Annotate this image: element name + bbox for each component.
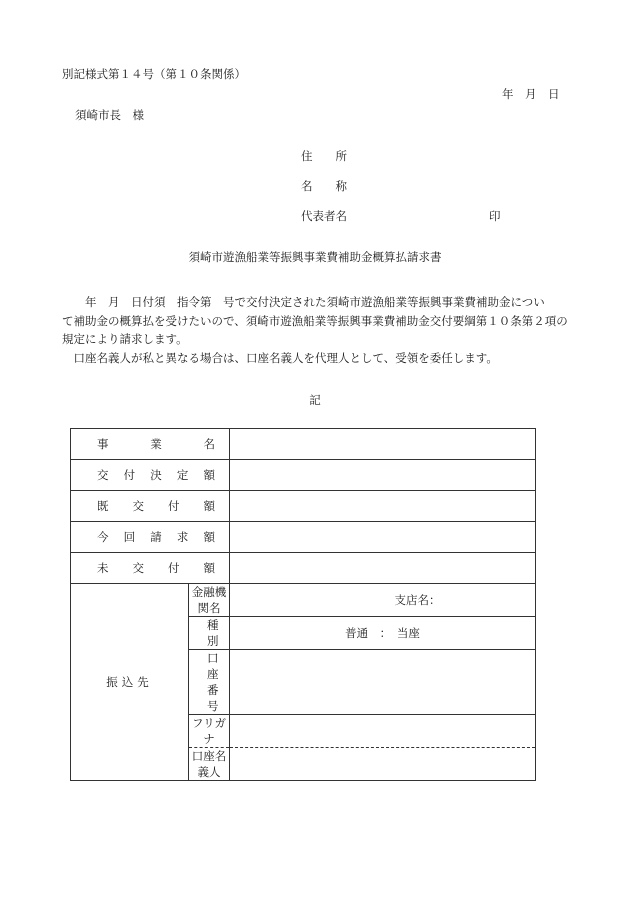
account-holder-label: 口座名義人 [189, 748, 230, 781]
row-project-name [71, 429, 536, 460]
current-request-field[interactable] [230, 522, 536, 553]
row-already-granted [71, 491, 536, 522]
representative-label: 代表者名 [301, 209, 347, 223]
form-number: 別記様式第１４号（第１０条関係） [62, 67, 246, 81]
row-bank-name [71, 584, 536, 617]
grant-decision-label: 交付決定額 [71, 460, 230, 491]
account-type-label: 種別 [189, 617, 230, 650]
address-label: 住 所 [301, 149, 347, 163]
current-request-label: 今回請求額 [71, 522, 230, 553]
account-type-options[interactable]: 普通 ： 当座 [230, 617, 536, 650]
request-body [62, 293, 582, 367]
body-line-3: 規定により請求します。 [62, 332, 188, 346]
ki-label: 記 [309, 393, 321, 407]
already-granted-field[interactable] [230, 491, 536, 522]
body-line-1: 年 月 日付須 指令第 号で交付決定された須崎市遊漁船業等振興事業費補助金につい [62, 295, 545, 309]
account-number-field[interactable] [230, 650, 536, 715]
furigana-label: フリガナ [189, 715, 230, 748]
already-granted-label: 既交付額 [71, 491, 230, 522]
body-line-4: 口座名義人が私と異なる場合は、口座名義人を代理人として、受領を委任します。 [62, 350, 498, 365]
not-yet-granted-field[interactable] [230, 553, 536, 584]
seal-mark: 印 [489, 209, 501, 223]
row-not-yet-granted [71, 553, 536, 584]
request-table [70, 428, 536, 781]
transfer-group-label: 振込先 [71, 584, 189, 781]
not-yet-granted-label: 未交付額 [71, 553, 230, 584]
date-line: 年 月 日 [502, 87, 560, 101]
row-grant-decision [71, 460, 536, 491]
project-name-label: 事業名 [71, 429, 230, 460]
account-holder-field[interactable] [230, 748, 536, 781]
account-number-label: 口座番号 [189, 650, 230, 715]
name-label: 名 称 [301, 179, 347, 193]
bank-name-label: 金融機関名 [189, 584, 230, 617]
body-line-2: て補助金の概算払を受けたいので、須崎市遊漁船業等振興事業費補助金交付要綱第１０条第２項の [62, 313, 568, 328]
addressee: 須崎市長 様 [75, 108, 144, 122]
grant-decision-field[interactable] [230, 460, 536, 491]
branch-label: 支店名： [394, 593, 441, 607]
project-name-field[interactable] [230, 429, 536, 460]
row-current-request [71, 522, 536, 553]
furigana-field[interactable] [230, 715, 536, 748]
document-title: 須崎市遊漁船業等振興事業費補助金概算払請求書 [188, 250, 442, 264]
branch-field[interactable] [230, 584, 536, 617]
